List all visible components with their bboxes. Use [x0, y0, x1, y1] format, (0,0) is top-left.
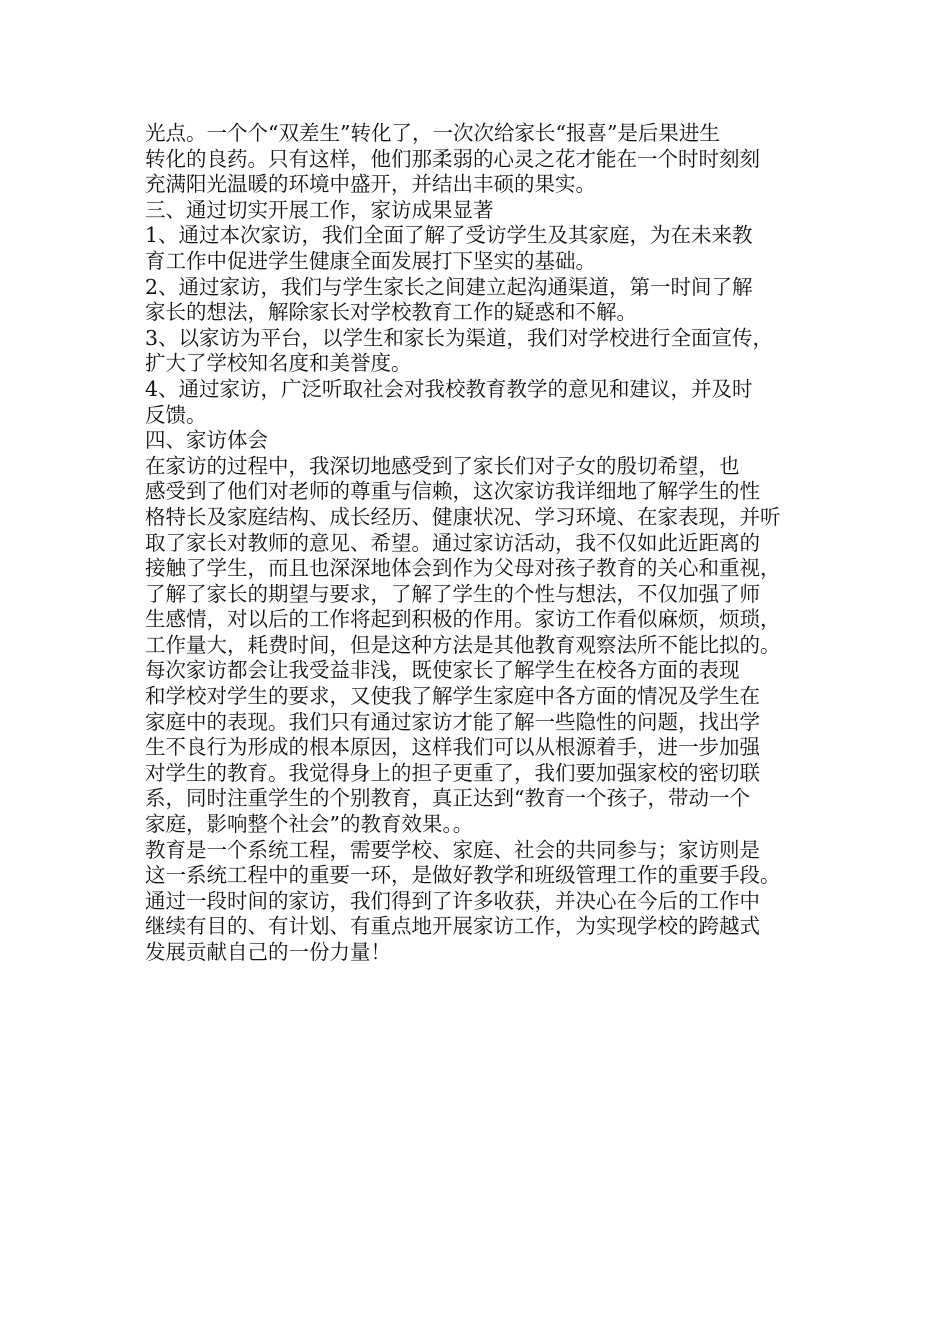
text-line: 在家访的过程中，我深切地感受到了家长们对子女的殷切希望，也 — [145, 453, 740, 478]
text-line: 光点。一个个“双差生”转化了，一次次给家长“报喜”是后果进生 — [145, 121, 720, 145]
text-line: 感受到了他们对老师的尊重与信赖，这次家访我详细地了解学生的性 — [145, 479, 760, 504]
text-line: 反馈。 — [145, 402, 207, 427]
text-line: 2、通过家访，我们与学生家长之间建立起沟通渠道，第一时间了解 — [145, 274, 753, 299]
text-line: 继续有目的、有计划、有重点地开展家访工作，为实现学校的跨越式 — [145, 914, 760, 939]
text-line: 工作量大，耗费时间，但是这种方法是其他教育观察法所不能比拟的。 — [145, 632, 781, 657]
text-line: 生感情，对以后的工作将起到积极的作用。家访工作看似麻烦，烦琐， — [145, 607, 781, 632]
text-line: 生不良行为形成的根本原因，这样我们可以从根源着手，进一步加强 — [145, 735, 760, 760]
text-line: 发展贡献自己的一份力量！ — [145, 940, 391, 964]
text-line: 充满阳光温暖的环境中盛开，并结出丰硕的果实。 — [145, 172, 596, 197]
text-line: 格特长及家庭结构、成长经历、健康状况、学习环境、在家表现，并听 — [145, 504, 781, 529]
text-line: 通过一段时间的家访，我们得到了许多收获，并决心在今后的工作中 — [145, 888, 760, 913]
text-line: 1、通过本次家访，我们全面了解了受访学生及其家庭，为在未来教 — [145, 223, 753, 248]
text-line: 4、通过家访，广泛听取社会对我校教育教学的意见和建议，并及时 — [145, 376, 753, 401]
text-line: 转化的良药。只有这样，他们那柔弱的心灵之花才能在一个时时刻刻 — [145, 146, 760, 171]
text-line: 接触了学生，而且也深深地体会到作为父母对孩子教育的关心和重视， — [145, 556, 781, 581]
text-line: 了解了家长的期望与要求，了解了学生的个性与想法，不仅加强了师 — [145, 581, 760, 606]
text-line: 取了家长对教师的意见、希望。通过家访活动，我不仅如此近距离的 — [145, 530, 760, 555]
text-line: 这一系统工程中的重要一环，是做好教学和班级管理工作的重要手段。 — [145, 863, 781, 888]
text-line: 家庭，影响整个社会”的教育效果。。 — [145, 812, 474, 837]
section-heading: 三、通过切实开展工作，家访成果显著 — [145, 197, 494, 222]
text-line: 3、以家访为平台，以学生和家长为渠道，我们对学校进行全面宣传， — [145, 325, 774, 350]
text-line: 每次家访都会让我受益非浅，既使家长了解学生在校各方面的表现 — [145, 658, 740, 683]
text-line: 扩大了学校知名度和美誉度。 — [145, 351, 412, 376]
section-heading: 四、家访体会 — [145, 428, 268, 453]
text-line: 教育是一个系统工程，需要学校、家庭、社会的共同参与；家访则是 — [145, 837, 760, 862]
text-line: 系，同时注重学生的个别教育，真正达到“教育一个孩子，带动一个 — [145, 786, 750, 811]
text-line: 育工作中促进学生健康全面发展打下坚实的基础。 — [145, 248, 596, 273]
text-line: 和学校对学生的要求，又使我了解学生家庭中各方面的情况及学生在 — [145, 684, 760, 709]
text-line: 家庭中的表现。我们只有通过家访才能了解一些隐性的问题，找出学 — [145, 709, 760, 734]
text-line: 家长的想法，解除家长对学校教育工作的疑惑和不解。 — [145, 300, 637, 325]
document-body — [145, 121, 825, 966]
text-line: 对学生的教育。我觉得身上的担子更重了，我们要加强家校的密切联 — [145, 760, 760, 785]
